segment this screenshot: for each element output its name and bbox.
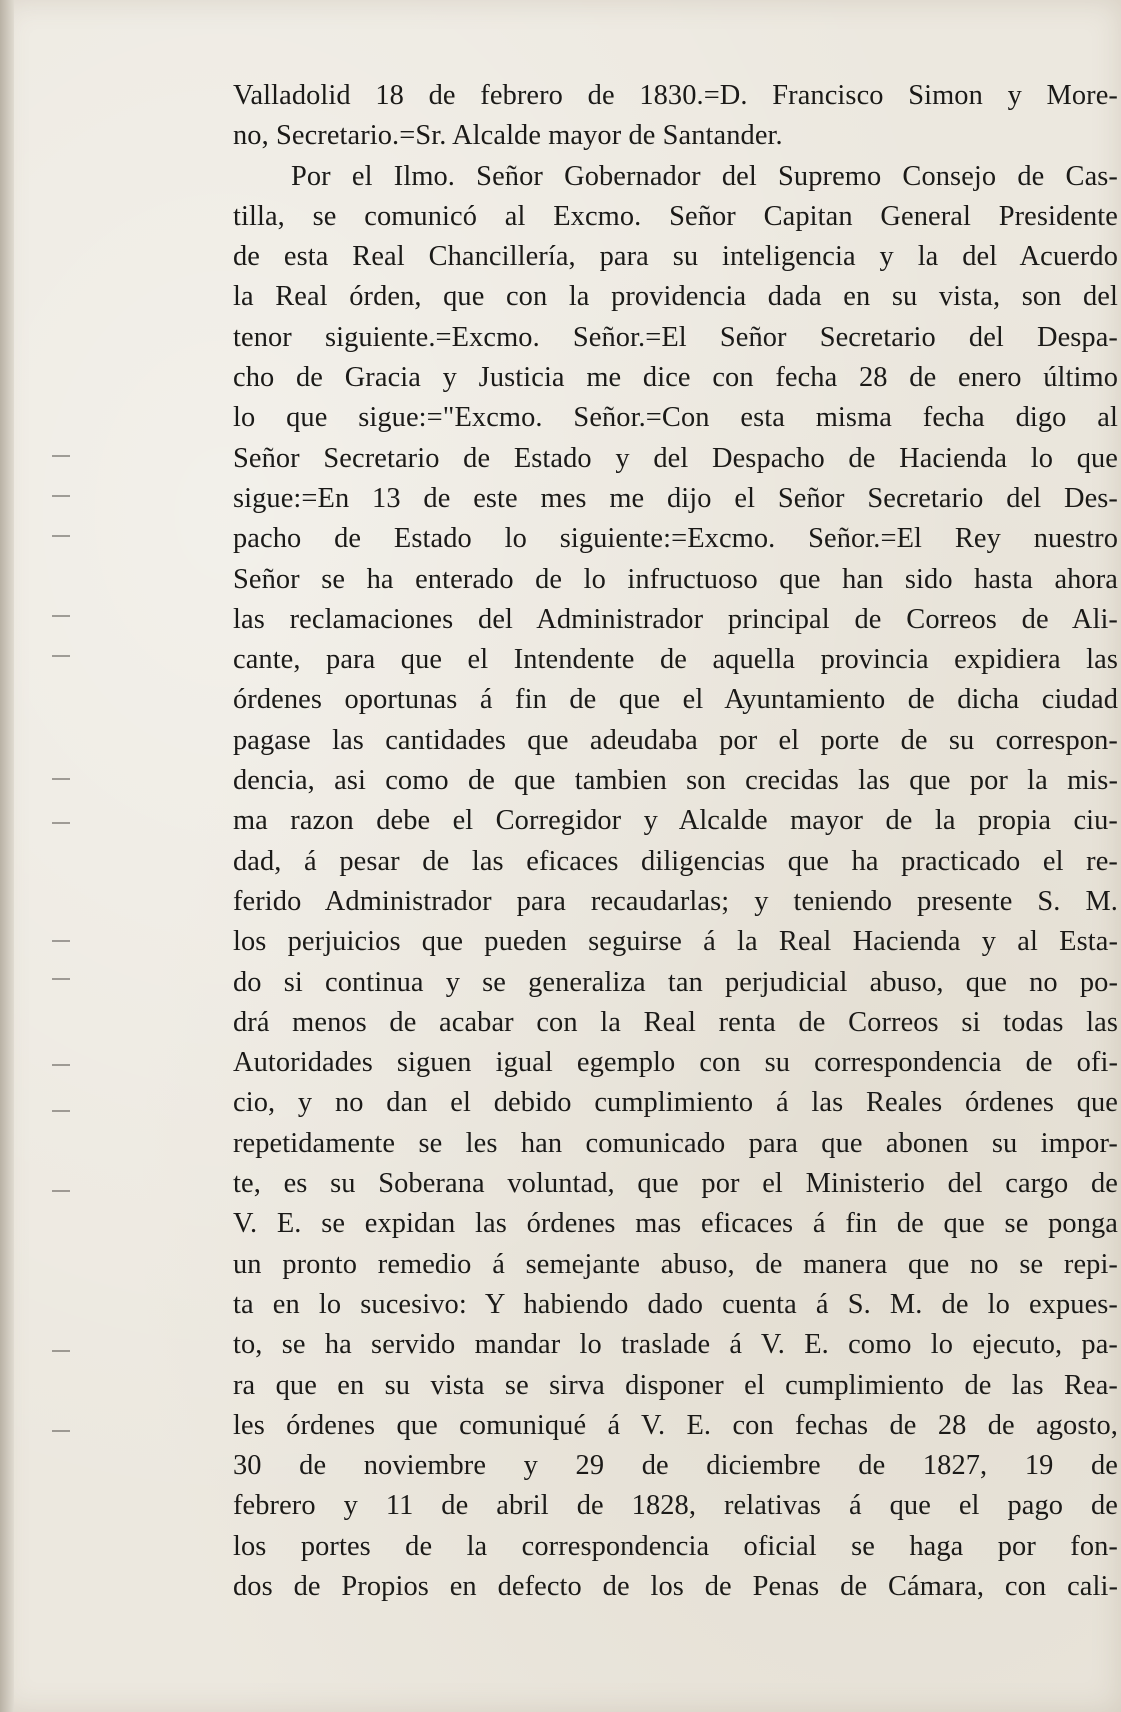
text-line: dencia, asi como de que tambien son crecidas las que por la mis- (233, 765, 1118, 797)
bleed-mark (52, 822, 70, 824)
text-line: tenor siguiente.=Excmo. Señor.=El Señor Secretario del Despa- (233, 321, 1118, 353)
text-line: los perjuicios que pueden seguirse á la Real Hacienda y al Esta- (233, 926, 1118, 958)
text-line: pagase las cantidades que adeudaba por el porte de su correspon- (233, 724, 1118, 756)
text-line: te, es su Soberana voluntad, que por el Ministerio del cargo de (233, 1168, 1118, 1200)
text-line: V. E. se expidan las órdenes mas eficaces á fin de que se ponga (233, 1208, 1118, 1240)
bleed-mark (52, 535, 70, 537)
bleed-mark (52, 455, 70, 457)
text-line: sigue:=En 13 de este mes me dijo el Señor Secretario del Des- (233, 482, 1118, 514)
text-line: ta en lo sucesivo: Y habiendo dado cuenta á S. M. de lo expues- (233, 1288, 1118, 1320)
bleed-mark (52, 1110, 70, 1112)
text-line: de esta Real Chancillería, para su inteligencia y la del Acuerdo (233, 241, 1118, 273)
text-line: ferido Administrador para recaudarlas; y teniendo presente S. M. (233, 885, 1118, 917)
paragraph-first-line: Por el Ilmo. Señor Gobernador del Supremo Consejo de Cas- (291, 160, 1118, 192)
text-line: Señor se ha enterado de lo infructuoso que han sido hasta ahora (233, 563, 1118, 595)
text-line: les órdenes que comuniqué á V. E. con fechas de 28 de agosto, (233, 1409, 1118, 1441)
text-line: los portes de la correspondencia oficial se haga por fon- (233, 1530, 1118, 1562)
bleed-mark (52, 495, 70, 497)
text-line: órdenes oportunas á fin de que el Ayuntamiento de dicha ciudad (233, 684, 1118, 716)
text-line: Autoridades siguen igual egemplo con su correspondencia de ofi- (233, 1047, 1118, 1079)
text-line: la Real órden, que con la providencia dada en su vista, son del (233, 281, 1118, 313)
bleed-mark (52, 1350, 70, 1352)
document-body (233, 76, 1118, 1607)
text-line: Valladolid 18 de febrero de 1830.=D. Francisco Simon y More- (233, 80, 1118, 111)
text-line: dad, á pesar de las eficaces diligencias que ha practicado el re- (233, 845, 1118, 877)
text-line: lo que sigue:="Excmo. Señor.=Con esta misma fecha digo al (233, 402, 1118, 434)
bleed-mark (52, 1064, 70, 1066)
bleed-mark (52, 1190, 70, 1192)
text-line: cante, para que el Intendente de aquella provincia expidiera las (233, 644, 1118, 676)
bleed-mark (52, 615, 70, 617)
bleed-mark (52, 655, 70, 657)
text-line: un pronto remedio á semejante abuso, de manera que no se repi- (233, 1248, 1118, 1280)
text-line: do si continua y se generaliza tan perjudicial abuso, que no po- (233, 966, 1118, 998)
text-line: drá menos de acabar con la Real renta de Correos si todas las (233, 1006, 1118, 1038)
page-edge (0, 0, 14, 1712)
bleed-mark (52, 778, 70, 780)
bleed-mark (52, 940, 70, 942)
text-line: no, Secretario.=Sr. Alcalde mayor de Santander. (233, 120, 783, 152)
text-line: to, se ha servido mandar lo traslade á V. E. como lo ejecuto, pa- (233, 1329, 1118, 1361)
text-line: ma razon debe el Corregidor y Alcalde mayor de la propia ciu- (233, 805, 1118, 837)
text-line: las reclamaciones del Administrador principal de Correos de Ali- (233, 603, 1118, 635)
text-line: cio, y no dan el debido cumplimiento á las Reales órdenes que (233, 1087, 1118, 1119)
text-line: cho de Gracia y Justicia me dice con fecha 28 de enero último (233, 362, 1118, 394)
text-line: repetidamente se les han comunicado para que abonen su impor- (233, 1127, 1118, 1159)
text-line: pacho de Estado lo siguiente:=Excmo. Señor.=El Rey nuestro (233, 523, 1118, 555)
bleed-mark (52, 978, 70, 980)
bleed-mark (52, 1430, 70, 1432)
text-line: dos de Propios en defecto de los de Penas de Cámara, con cali- (233, 1570, 1118, 1602)
text-line: tilla, se comunicó al Excmo. Señor Capitan General Presidente (233, 200, 1118, 232)
text-line: febrero y 11 de abril de 1828, relativas á que el pago de (233, 1490, 1118, 1522)
text-line: Señor Secretario de Estado y del Despacho de Hacienda lo que (233, 442, 1118, 474)
text-line: 30 de noviembre y 29 de diciembre de 1827, 19 de (233, 1450, 1118, 1482)
text-line: ra que en su vista se sirva disponer el cumplimiento de las Rea- (233, 1369, 1118, 1401)
